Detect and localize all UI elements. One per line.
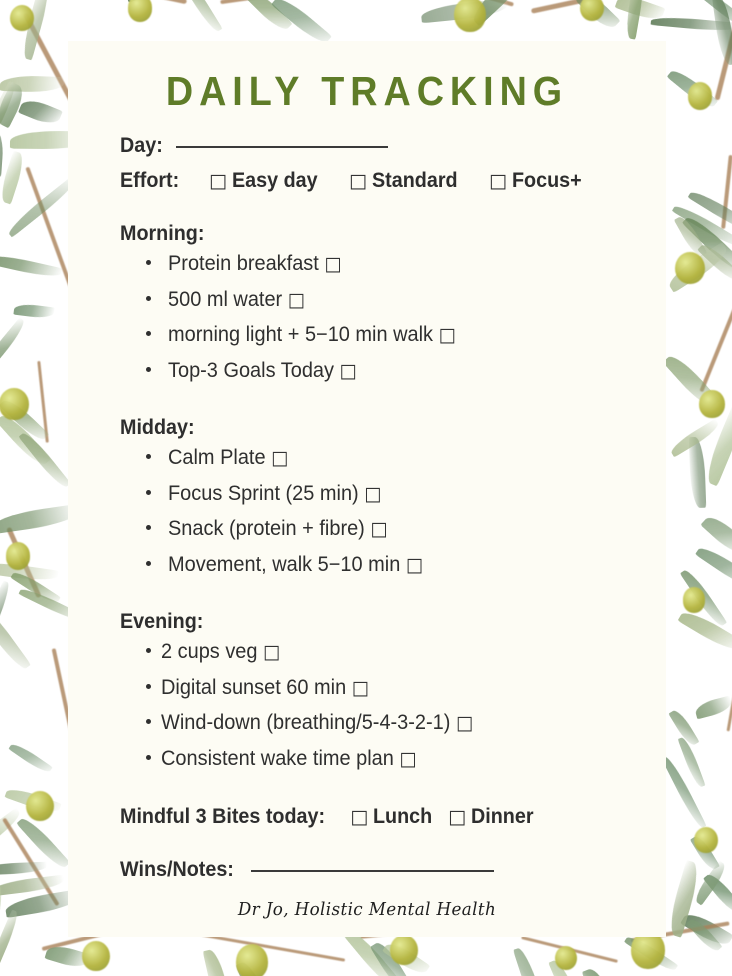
effort-option-label: Easy day — [231, 169, 318, 192]
list-item[interactable] — [168, 354, 471, 390]
olive-fruit-icon — [688, 82, 713, 109]
checkbox-icon[interactable]: □ — [448, 806, 467, 828]
olive-leaf-icon — [513, 946, 549, 976]
olive-leaf-icon — [8, 741, 52, 776]
bullet-icon — [146, 367, 151, 372]
olive-fruit-icon — [6, 542, 31, 569]
list-item[interactable] — [168, 548, 436, 584]
effort-option-label: Focus+ — [511, 169, 582, 192]
olive-fruit-icon — [236, 944, 268, 976]
bullet-icon — [146, 561, 151, 566]
bullet-icon — [146, 331, 151, 336]
bullet-icon — [146, 684, 151, 689]
olive-leaf-icon — [661, 754, 706, 830]
olive-fruit-icon — [26, 791, 54, 822]
list-item[interactable] — [168, 512, 436, 548]
olive-fruit-icon — [82, 941, 110, 971]
checkbox-icon[interactable]: □ — [271, 447, 289, 469]
footer-signature: Dr Jo, Holistic Mental Health — [237, 899, 497, 920]
olive-leaf-icon — [18, 96, 63, 128]
list-item-label: Focus Sprint (25 min) — [168, 481, 359, 505]
list-item[interactable] — [168, 318, 471, 354]
list-item-label: 500 ml water — [168, 287, 283, 311]
olive-leaf-icon — [0, 317, 28, 374]
effort-field-row — [120, 169, 586, 193]
effort-label: Effort: — [120, 169, 180, 192]
checkbox-icon[interactable]: □ — [370, 518, 388, 540]
checkbox-icon[interactable]: □ — [405, 553, 423, 576]
checklist-morning — [168, 247, 471, 389]
checklist-midday — [168, 441, 436, 583]
olive-leaf-icon — [694, 696, 732, 720]
day-input-line[interactable] — [176, 146, 388, 148]
list-item-label: Digital sunset 60 min — [161, 675, 347, 699]
olive-branch-icon — [61, 0, 187, 4]
list-item-label: Calm Plate — [168, 446, 266, 469]
list-item[interactable] — [161, 706, 489, 742]
checkbox-icon[interactable]: □ — [349, 170, 367, 192]
effort-option-standard[interactable] — [349, 169, 463, 193]
mindful-option-label: Lunch — [373, 805, 433, 828]
list-item-label: Consistent wake time plan — [161, 746, 394, 770]
olive-leaf-icon — [13, 302, 54, 318]
checkbox-icon[interactable]: □ — [399, 747, 417, 770]
section-heading-evening: Evening: — [120, 610, 204, 633]
mindful-option-dinner[interactable] — [448, 805, 537, 829]
olive-fruit-icon — [675, 252, 705, 285]
effort-option-easy-day[interactable] — [209, 169, 323, 193]
day-label: Day: — [120, 134, 163, 157]
olive-fruit-icon — [699, 390, 724, 418]
bullet-icon — [146, 648, 151, 653]
page-title: DAILY TRACKING — [165, 68, 569, 114]
mindful-option-lunch[interactable] — [350, 805, 436, 829]
list-item[interactable] — [161, 742, 489, 778]
olive-branch-icon — [699, 292, 732, 392]
olive-leaf-icon — [582, 966, 612, 976]
olive-fruit-icon — [694, 827, 718, 853]
mindful-bites-row — [120, 805, 538, 829]
olive-leaf-icon — [677, 607, 732, 655]
bullet-icon — [146, 260, 151, 265]
mindful-option-label: Dinner — [471, 805, 534, 828]
olive-leaf-icon — [0, 252, 62, 280]
bullet-icon — [146, 296, 151, 301]
bullet-icon — [146, 490, 151, 495]
checkbox-icon[interactable]: □ — [324, 253, 342, 275]
olive-fruit-icon — [0, 388, 29, 420]
list-item[interactable] — [168, 283, 471, 319]
olive-leaf-icon — [0, 130, 4, 177]
checkbox-icon[interactable]: □ — [351, 676, 369, 699]
list-item[interactable] — [161, 635, 489, 671]
list-item-label: Movement, walk 5−10 min — [168, 552, 401, 576]
checkbox-icon[interactable]: □ — [350, 806, 369, 828]
section-heading-midday: Midday: — [120, 416, 195, 439]
effort-option-label: Standard — [371, 169, 458, 192]
list-item-label: morning light + 5−10 min walk — [168, 323, 434, 346]
wins-notes-label: Wins/Notes: — [120, 858, 234, 881]
day-field-row — [120, 134, 388, 158]
list-item-label: Snack (protein + fibre) — [168, 517, 365, 540]
olive-leaf-icon — [0, 599, 30, 673]
list-item[interactable] — [168, 477, 436, 513]
mindful-bites-label: Mindful 3 Bites today: — [120, 805, 326, 828]
list-item-label: Protein breakfast — [168, 252, 319, 275]
olive-branch-icon — [201, 933, 345, 962]
olive-fruit-icon — [128, 0, 153, 22]
olive-fruit-icon — [683, 587, 706, 612]
wins-notes-row — [120, 858, 494, 882]
list-item-label: 2 cups veg — [161, 640, 258, 663]
list-item[interactable] — [168, 247, 471, 283]
checkbox-icon[interactable]: □ — [438, 324, 456, 346]
bullet-icon — [146, 525, 151, 530]
checkbox-icon[interactable]: □ — [208, 170, 227, 192]
list-item[interactable] — [168, 441, 436, 477]
olive-fruit-icon — [390, 935, 417, 965]
bullet-icon — [146, 719, 151, 724]
olive-fruit-icon — [454, 0, 486, 32]
checkbox-icon[interactable]: □ — [455, 712, 474, 734]
bullet-icon — [146, 454, 151, 459]
checkbox-icon[interactable]: □ — [263, 641, 281, 663]
checkbox-icon[interactable]: □ — [339, 359, 357, 382]
olive-leaf-icon — [203, 948, 233, 976]
list-item-label: Wind-down (breathing/5-4-3-2-1) — [161, 711, 451, 734]
tracking-card — [68, 41, 666, 937]
checklist-evening — [161, 635, 489, 777]
list-item-label: Top-3 Goals Today — [168, 358, 334, 382]
olive-leaf-icon — [177, 0, 222, 34]
bullet-icon — [146, 755, 151, 760]
olive-leaf-icon — [0, 151, 26, 205]
olive-leaf-icon — [0, 909, 22, 970]
list-item[interactable] — [161, 671, 489, 707]
checkbox-icon[interactable]: □ — [287, 288, 305, 311]
olive-fruit-icon — [10, 5, 34, 31]
checkbox-icon[interactable]: □ — [488, 170, 507, 192]
wins-notes-input-line[interactable] — [251, 870, 494, 872]
effort-option-focus-plus[interactable] — [489, 169, 586, 193]
section-heading-morning: Morning: — [120, 222, 205, 245]
checkbox-icon[interactable]: □ — [364, 482, 382, 505]
olive-fruit-icon — [555, 946, 577, 971]
olive-branch-icon — [727, 592, 732, 731]
olive-leaf-icon — [689, 437, 706, 508]
